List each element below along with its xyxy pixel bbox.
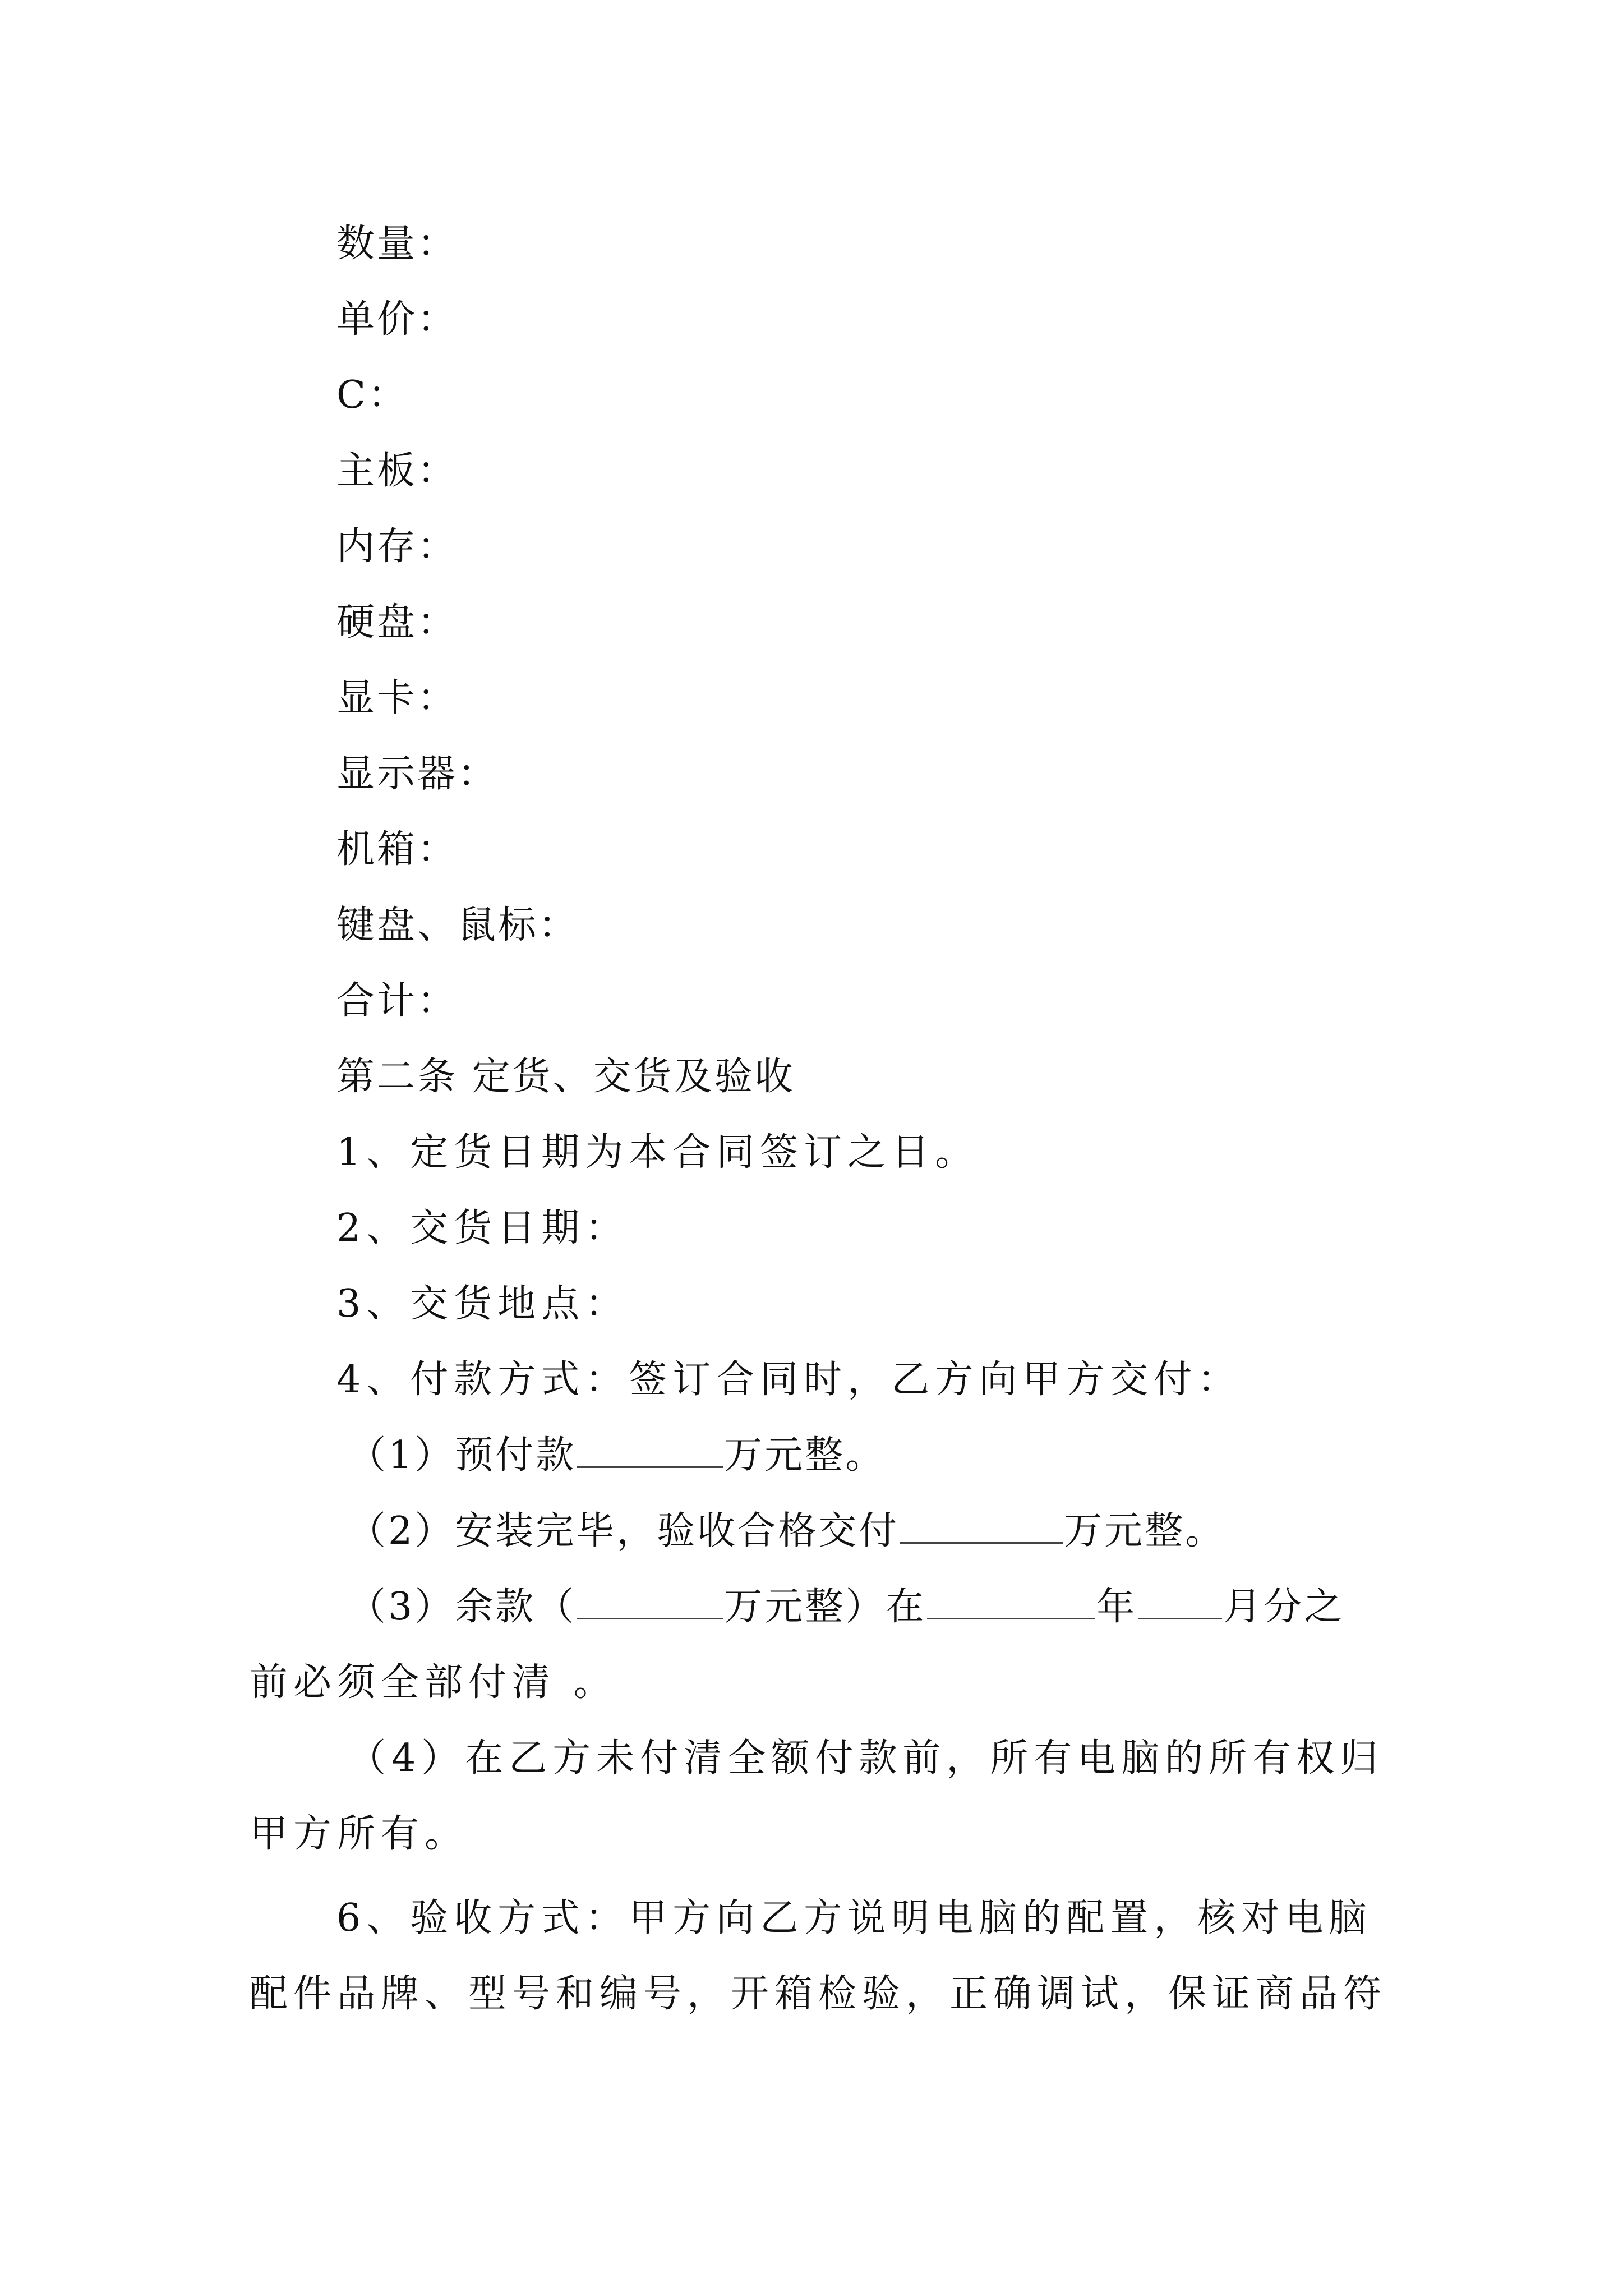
article2-title: 第二条 定货、交货及验收	[336, 1055, 795, 1099]
spec-memory: 内存：	[336, 524, 458, 569]
spec-unit-price: 单价：	[336, 297, 458, 342]
spec-hard-disk: 硬盘：	[336, 600, 458, 645]
payment-balance-label: （3）余款（	[348, 1585, 577, 1629]
spec-graphics-card: 显卡：	[336, 676, 458, 720]
acceptance-method: 6、验收方式：甲方向乙方说明电脑的配置，核对电脑	[336, 1896, 1373, 1940]
spec-quantity: 数量：	[336, 222, 458, 266]
ownership-clause: （4）在乙方未付清全额付款前，所有电脑的所有权归	[348, 1736, 1384, 1780]
spec-case: 机箱：	[336, 827, 458, 872]
advance-amount-blank	[577, 1434, 723, 1468]
spec-total: 合计：	[336, 979, 458, 1023]
acceptance-method-continued: 配件品牌、型号和编号，开箱检验，正确调试，保证商品符	[250, 1972, 1387, 2016]
payment-balance-month: 月分之	[1223, 1585, 1345, 1629]
item-delivery-date: 2、交货日期：	[336, 1206, 629, 1250]
payment-balance-year: 年	[1096, 1585, 1137, 1629]
payment-balance-unit: 万元整）在	[724, 1585, 926, 1629]
payment-balance	[348, 1585, 1344, 1630]
spec-motherboard: 主板：	[336, 449, 458, 493]
ownership-clause-continued: 甲方所有。	[250, 1812, 469, 1856]
payment-balance-continued: 前必须全部付清 。	[250, 1660, 617, 1705]
balance-year-blank	[927, 1585, 1095, 1619]
balance-month-blank	[1138, 1585, 1222, 1619]
payment-acceptance	[348, 1509, 1225, 1554]
item-delivery-place: 3、交货地点：	[336, 1282, 629, 1326]
payment-acceptance-unit: 万元整。	[1064, 1509, 1226, 1553]
item-payment-method: 4、付款方式：签订合同时，乙方向甲方交付：	[336, 1358, 1242, 1402]
item-order-date: 1、定货日期为本合同签订之日。	[336, 1130, 979, 1175]
payment-advance-unit: 万元整。	[724, 1433, 886, 1478]
balance-amount-blank	[577, 1585, 723, 1619]
spec-keyboard-mouse: 键盘、鼠标：	[336, 903, 579, 947]
payment-advance-label: （1）预付款	[348, 1433, 577, 1478]
payment-advance	[348, 1433, 886, 1478]
payment-acceptance-label: （2）安装完毕，验收合格交付	[348, 1509, 900, 1553]
spec-monitor: 显示器：	[336, 752, 499, 796]
acceptance-amount-blank	[900, 1510, 1063, 1544]
spec-cpu: C：	[336, 373, 409, 417]
